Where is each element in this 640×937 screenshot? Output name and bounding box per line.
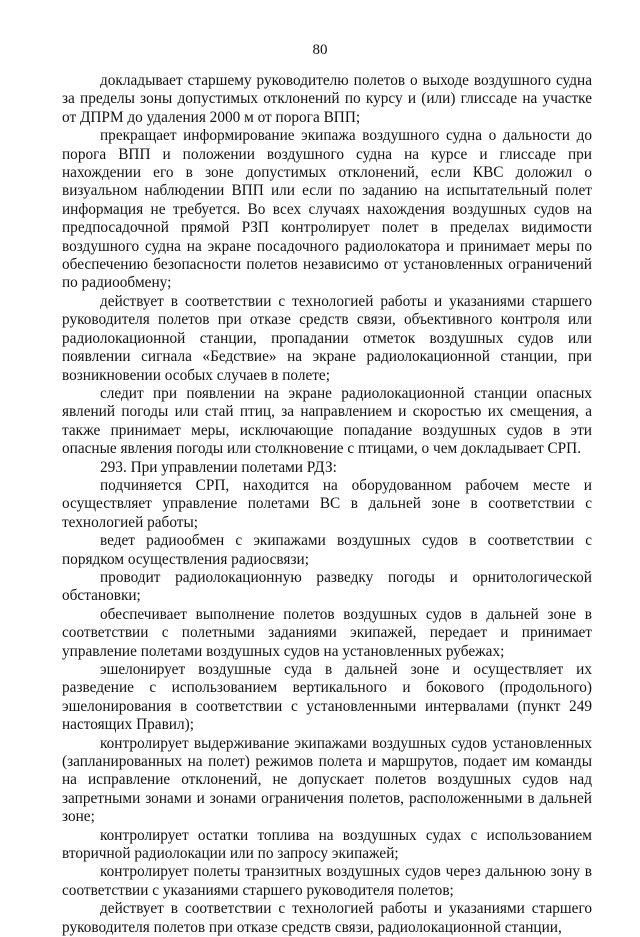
- document-body: [62, 72, 592, 937]
- paragraph-act-on-failure: действует в соответствии с технологией работы и указаниями старшего руководителя полетов при отказе средств связи, объективного контроля или радиолокационной станции, пропадании отметок воздушных судов или появлении сигнала «Бедствие» на экране радиолокационной станции, при возникновении особых случаев в полете;: [62, 292, 592, 384]
- paragraph-radar-reconnaissance: проводит радиолокационную разведку погоды и орнитологической обстановки;: [62, 568, 592, 605]
- paragraph-clause-293: 293. При управлении полетами РДЗ:: [100, 458, 337, 476]
- paragraph-act-on-failure-2: действует в соответствии с технологией работы и указаниями старшего руководителя полетов при отказе средств связи, радиолокационной станции,: [62, 900, 592, 936]
- paragraph-report-deviation: докладывает старшему руководителю полетов о выходе воздушного судна за пределы зоны допустимых отклонений по курсу и (или) глиссаде на участке от ДПРМ до удаления 2000 м от порога ВПП;: [62, 72, 592, 126]
- paragraph-fuel-control: контролирует остатки топлива на воздушных судах с использованием вторичной радиолокации или по запросу экипажей;: [62, 826, 592, 863]
- paragraph-echelon-separation: эшелонирует воздушные суда в дальней зоне и осуществляет их разведение с использованием вертикального и бокового (продольного) эшелонирования в соответствии с установленными интервалами (пункт 249 настоящих Правил);: [62, 661, 592, 734]
- paragraph-subordinate: подчиняется СРП, находится на оборудованном рабочем месте и осуществляет управление полетами ВС в дальней зоне в соответствии с технологией работы;: [62, 476, 592, 531]
- paragraph-ensure-flights: обеспечивает выполнение полетов воздушных судов в дальней зоне в соответствии с полетными заданиями экипажей, передает и принимает управление полетами воздушных судов на установленных рубежах;: [62, 605, 592, 660]
- paragraph-control-modes: контролирует выдерживание экипажами воздушных судов установленных (запланированных на полет) режимов полета и маршрутов, подает им команды на исправление отклонений, не допускает полетов воздушных судов над запретными зонами и зонами ограничения полетов, расположенными в дальней зоне;: [62, 734, 592, 826]
- page-number: 80: [312, 42, 328, 58]
- paragraph-watch-weather-birds: следит при появлении на экране радиолокационной станции опасных явлений погоды или стай птиц, за направлением и скоростью их смещения, а также принимает меры, исключающие попадание воздушных судов в эти опасные явления погоды или столкновение с птицами, о чем докладывает СРП.: [62, 384, 592, 458]
- paragraph-transit-flights: контролирует полеты транзитных воздушных судов через дальнюю зону в соответствии с указаниями старшего руководителя полетов;: [62, 863, 592, 899]
- paragraph-stop-informing: прекращает информирование экипажа воздушного судна о дальности до порога ВПП и положении воздушного судна на курсе и глиссаде при нахождении его в зоне допустимых отклонений, если КВС доложил о визуальном наблюдении ВПП или если по заданию на испытательный полет информация не требуется. Во всех случаях нахождения воздушных судов на предпосадочной прямой РЗП контролирует полет в пределах видимости воздушного судна на экране посадочного радиолокатора и принимает меры по обеспечению безопасности полетов независимо от установленных ограничений по радиообмену;: [62, 127, 592, 292]
- paragraph-radio-exchange: ведет радиообмен с экипажами воздушных судов в соответствии с порядком осуществления радиосвязи;: [62, 532, 592, 568]
